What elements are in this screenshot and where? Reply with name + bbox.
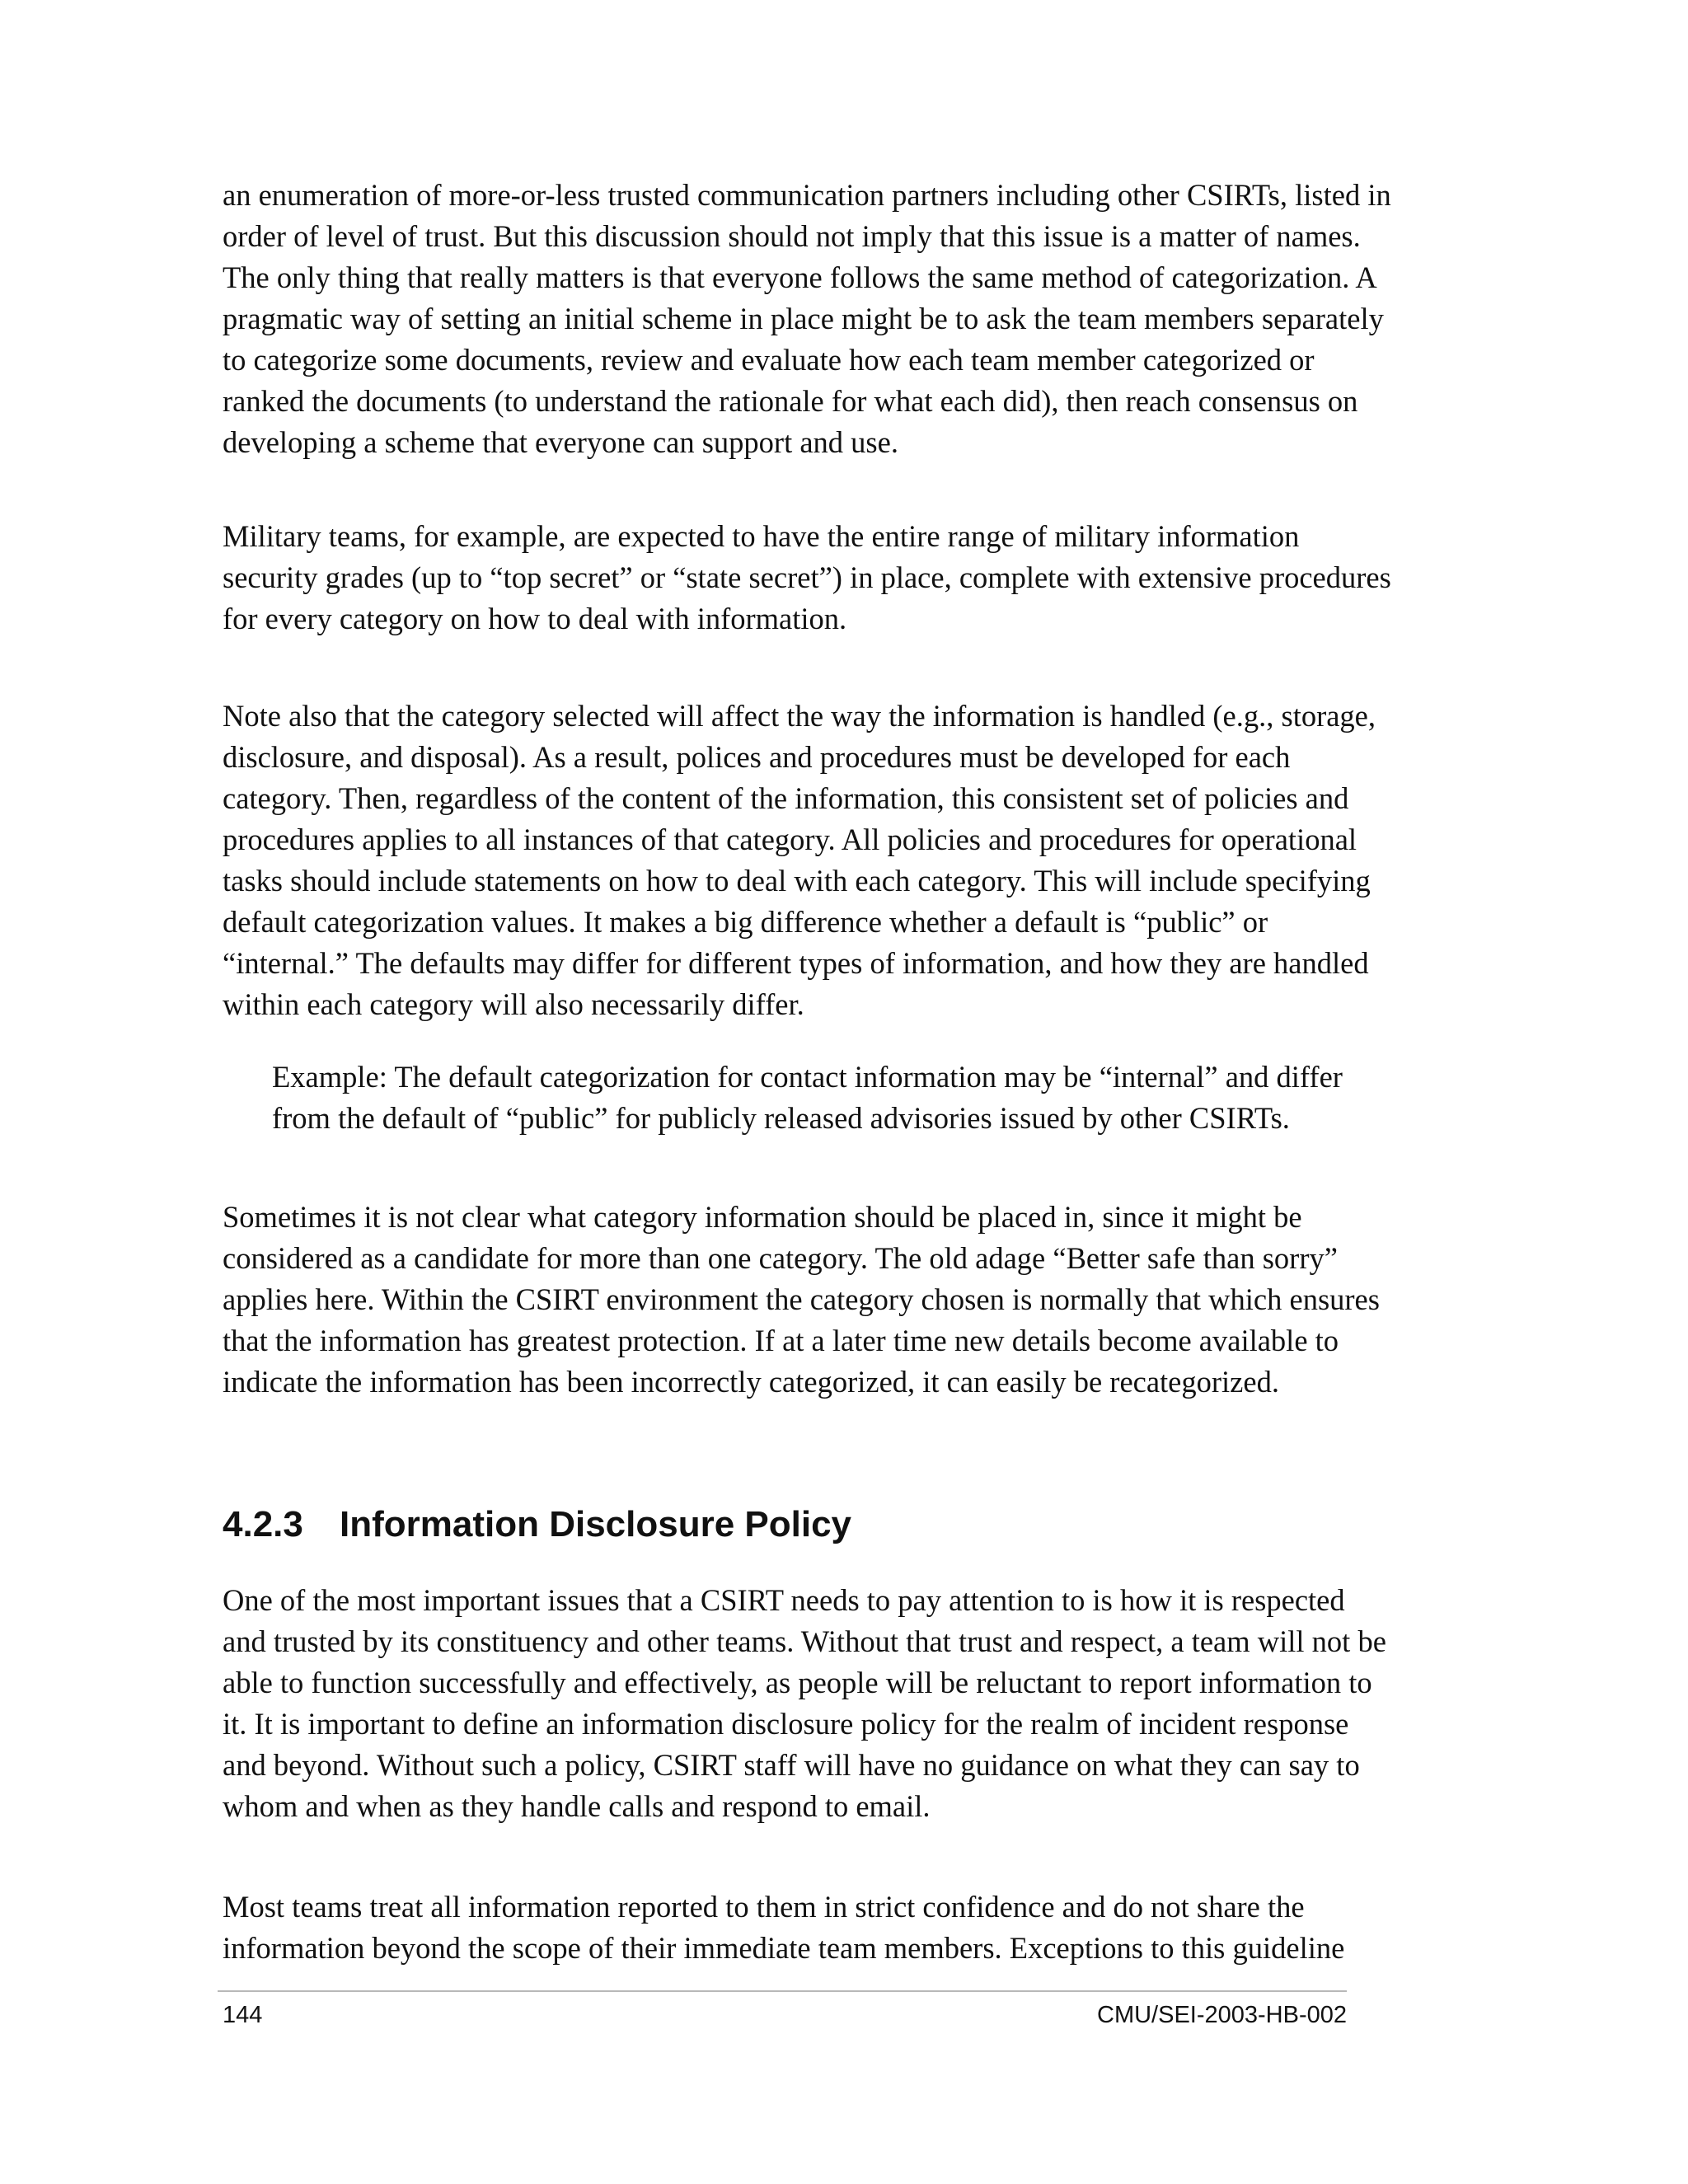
body-paragraph: Military teams, for example, are expected to have the entire range of military information security grades (up to “top secret” or “state secret”) in place, complete with extensive procedures for every category on how to deal with information. — [223, 519, 1391, 635]
section-paragraph: One of the most important issues that a CSIRT needs to pay attention to is how it is respected and trusted by its constituency and other teams. Without that trust and respect, a team will not be able to function successfully and effectively, as people will be reluctant to report information to it. It is important to define an information disclosure policy for the realm of incident response and beyond. Without such a policy, CSIRT staff will have no guidance on what they can say to whom and when as they handle calls and respond to email. — [223, 1583, 1386, 1823]
page-number: 144 — [223, 2002, 263, 2028]
footer-divider — [218, 1990, 1347, 1992]
body-paragraph: Sometimes it is not clear what category information should be placed in, since it might be considered as a candidate for more than one category. The old adage “Better safe than sorry” applies here. Within the CSIRT environment the category chosen is normally that which ensures that the information has greatest protection. If at a later time new details become available to indicate the information has been incorrectly categorized, it can easily be recategorized. — [223, 1200, 1380, 1399]
body-paragraph: an enumeration of more-or-less trusted communication partners including other CSIRTs, listed in order of level of trust. But this discussion should not imply that this issue is a matter of names. The only thing that really matters is that everyone follows the same method of categorization. A pragmatic way of setting an initial scheme in place might be to ask the team members separately to categorize some documents, review and evaluate how each team member categorized or ranked the documents (to understand the rationale for what each did), then reach consensus on developing a scheme that everyone can support and use. — [223, 178, 1391, 459]
section-heading — [223, 1502, 851, 1548]
section-paragraph: Most teams treat all information reported to them in strict confidence and do not share the information beyond the scope of their immediate team members. Exceptions to this guideline — [223, 1890, 1345, 1965]
body-paragraph: Note also that the category selected will affect the way the information is handled (e.g., storage, disclosure, and disposal). As a result, polices and procedures must be developed for each category. Then, regardless of the content of the information, this consistent set of policies and procedures applies to all instances of that category. All policies and procedures for operational tasks should include statements on how to deal with each category. This will include specifying default categorization values. It makes a big difference whether a default is “public” or “internal.” The defaults may differ for different types of information, and how they are handled within each category will also necessarily differ. — [223, 699, 1376, 1021]
section-title: Information Disclosure Policy — [340, 1504, 852, 1544]
example-paragraph: Example: The default categorization for contact information may be “internal” and differ from the default of “public” for publicly released advisories issued by other CSIRTs. — [272, 1060, 1343, 1135]
section-number: 4.2.3 — [223, 1504, 303, 1544]
document-id: CMU/SEI-2003-HB-002 — [1097, 2002, 1347, 2028]
